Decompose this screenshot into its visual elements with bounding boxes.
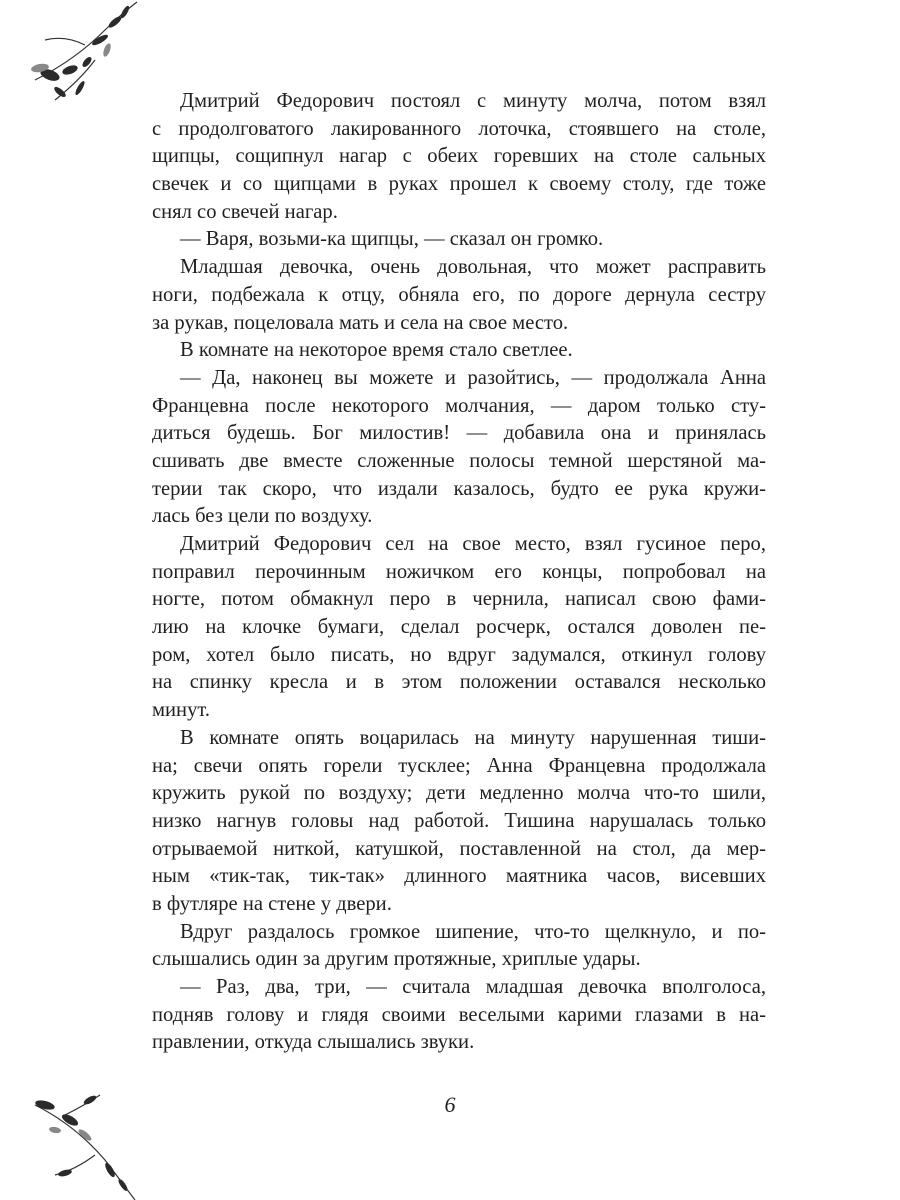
text-line: в футляре на стене у двери. bbox=[152, 892, 392, 915]
paragraph bbox=[152, 88, 766, 226]
text-line: подняв голову и глядя своими веселыми карими глазами в на- bbox=[152, 1003, 766, 1026]
text-line: сшивать две вместе сложенные полосы темной шерстяной ма- bbox=[152, 449, 766, 472]
paragraph bbox=[152, 531, 766, 725]
text-line: В комнате опять воцарилась на минуту нарушенная тиши- bbox=[180, 726, 766, 749]
paragraph bbox=[152, 974, 766, 1057]
text-line: поправил перочинным ножичком его концы, попробовал на bbox=[152, 560, 766, 583]
text-line: Младшая девочка, очень довольная, что может расправить bbox=[180, 256, 766, 279]
text-line: щипцы, сощипнул нагар с обеих горевших на столе сальных bbox=[152, 145, 766, 168]
text-line: терии так скоро, что издали казалось, будто ее рука кружи- bbox=[152, 477, 766, 500]
text-line: ром, хотел было писать, но вдруг задумался, откинул голову bbox=[152, 643, 766, 666]
text-line: Францевна после некоторого молчания, — даром только сту- bbox=[152, 394, 766, 417]
paragraph bbox=[152, 226, 766, 254]
text-line: правлении, откуда слышались звуки. bbox=[152, 1031, 475, 1054]
text-line: ноги, подбежала к отцу, обняла его, по дороге дернула сестру bbox=[152, 283, 766, 306]
text-line: за рукав, поцеловала мать и села на свое место. bbox=[152, 311, 569, 334]
text-line: Вдруг раздалось громкое шипение, что-то щелкнуло, и по- bbox=[180, 920, 766, 943]
text-line: на; свечи опять горели тусклее; Анна Францевна продолжала bbox=[152, 754, 766, 777]
body-text bbox=[152, 88, 766, 1057]
text-line: лию на клочке бумаги, сделал росчерк, остался доволен пе- bbox=[152, 616, 766, 639]
paragraph bbox=[152, 254, 766, 337]
text-line: — Да, наконец вы можете и разойтись, — продолжала Анна bbox=[180, 366, 766, 389]
text-line: минут. bbox=[152, 699, 210, 722]
text-line: лась без цели по воздуху. bbox=[152, 505, 373, 528]
text-line: слышались один за другим протяжные, хриплые удары. bbox=[152, 948, 641, 971]
text-line: В комнате на некоторое время стало светлее. bbox=[180, 339, 573, 362]
paragraph bbox=[152, 725, 766, 919]
floral-ornament-top-icon bbox=[25, 0, 145, 110]
text-line: на спинку кресла и в этом положении оставался несколько bbox=[152, 671, 766, 694]
text-line: с продолговатого лакированного лоточка, стоявшего на столе, bbox=[152, 117, 766, 140]
text-line: ным «тик-так, тик-так» длинного маятника часов, висевших bbox=[152, 865, 766, 888]
text-line: диться будешь. Бог милостив! — добавила она и принялась bbox=[152, 422, 766, 445]
text-line: снял со свечей нагар. bbox=[152, 200, 338, 223]
floral-ornament-bottom-icon bbox=[25, 1085, 145, 1200]
text-line: Дмитрий Федорович постоял с минуту молча, потом взял bbox=[180, 90, 766, 112]
text-line: отрываемой ниткой, катушкой, поставленной на стол, да мер- bbox=[152, 837, 766, 860]
paragraph bbox=[152, 919, 766, 974]
page-number: 6 bbox=[444, 1092, 456, 1117]
text-line: — Варя, возьми-ка щипцы, — сказал он громко. bbox=[180, 228, 604, 251]
text-line: низко нагнув головы над работой. Тишина нарушалась только bbox=[152, 809, 766, 832]
text-line: ногте, потом обмакнул перо в чернила, написал свою фами- bbox=[152, 588, 766, 611]
text-line: свечек и со щипцами в руках прошел к своему столу, где тоже bbox=[152, 173, 766, 196]
paragraph bbox=[152, 337, 766, 365]
text-line: кружить рукой по воздуху; дети медленно молча что-то шили, bbox=[152, 782, 766, 805]
paragraph bbox=[152, 365, 766, 531]
text-line: — Раз, два, три, — считала младшая девочка вполголоса, bbox=[180, 976, 766, 998]
text-line: Дмитрий Федорович сел на свое место, взял гусиное перо, bbox=[180, 533, 766, 555]
